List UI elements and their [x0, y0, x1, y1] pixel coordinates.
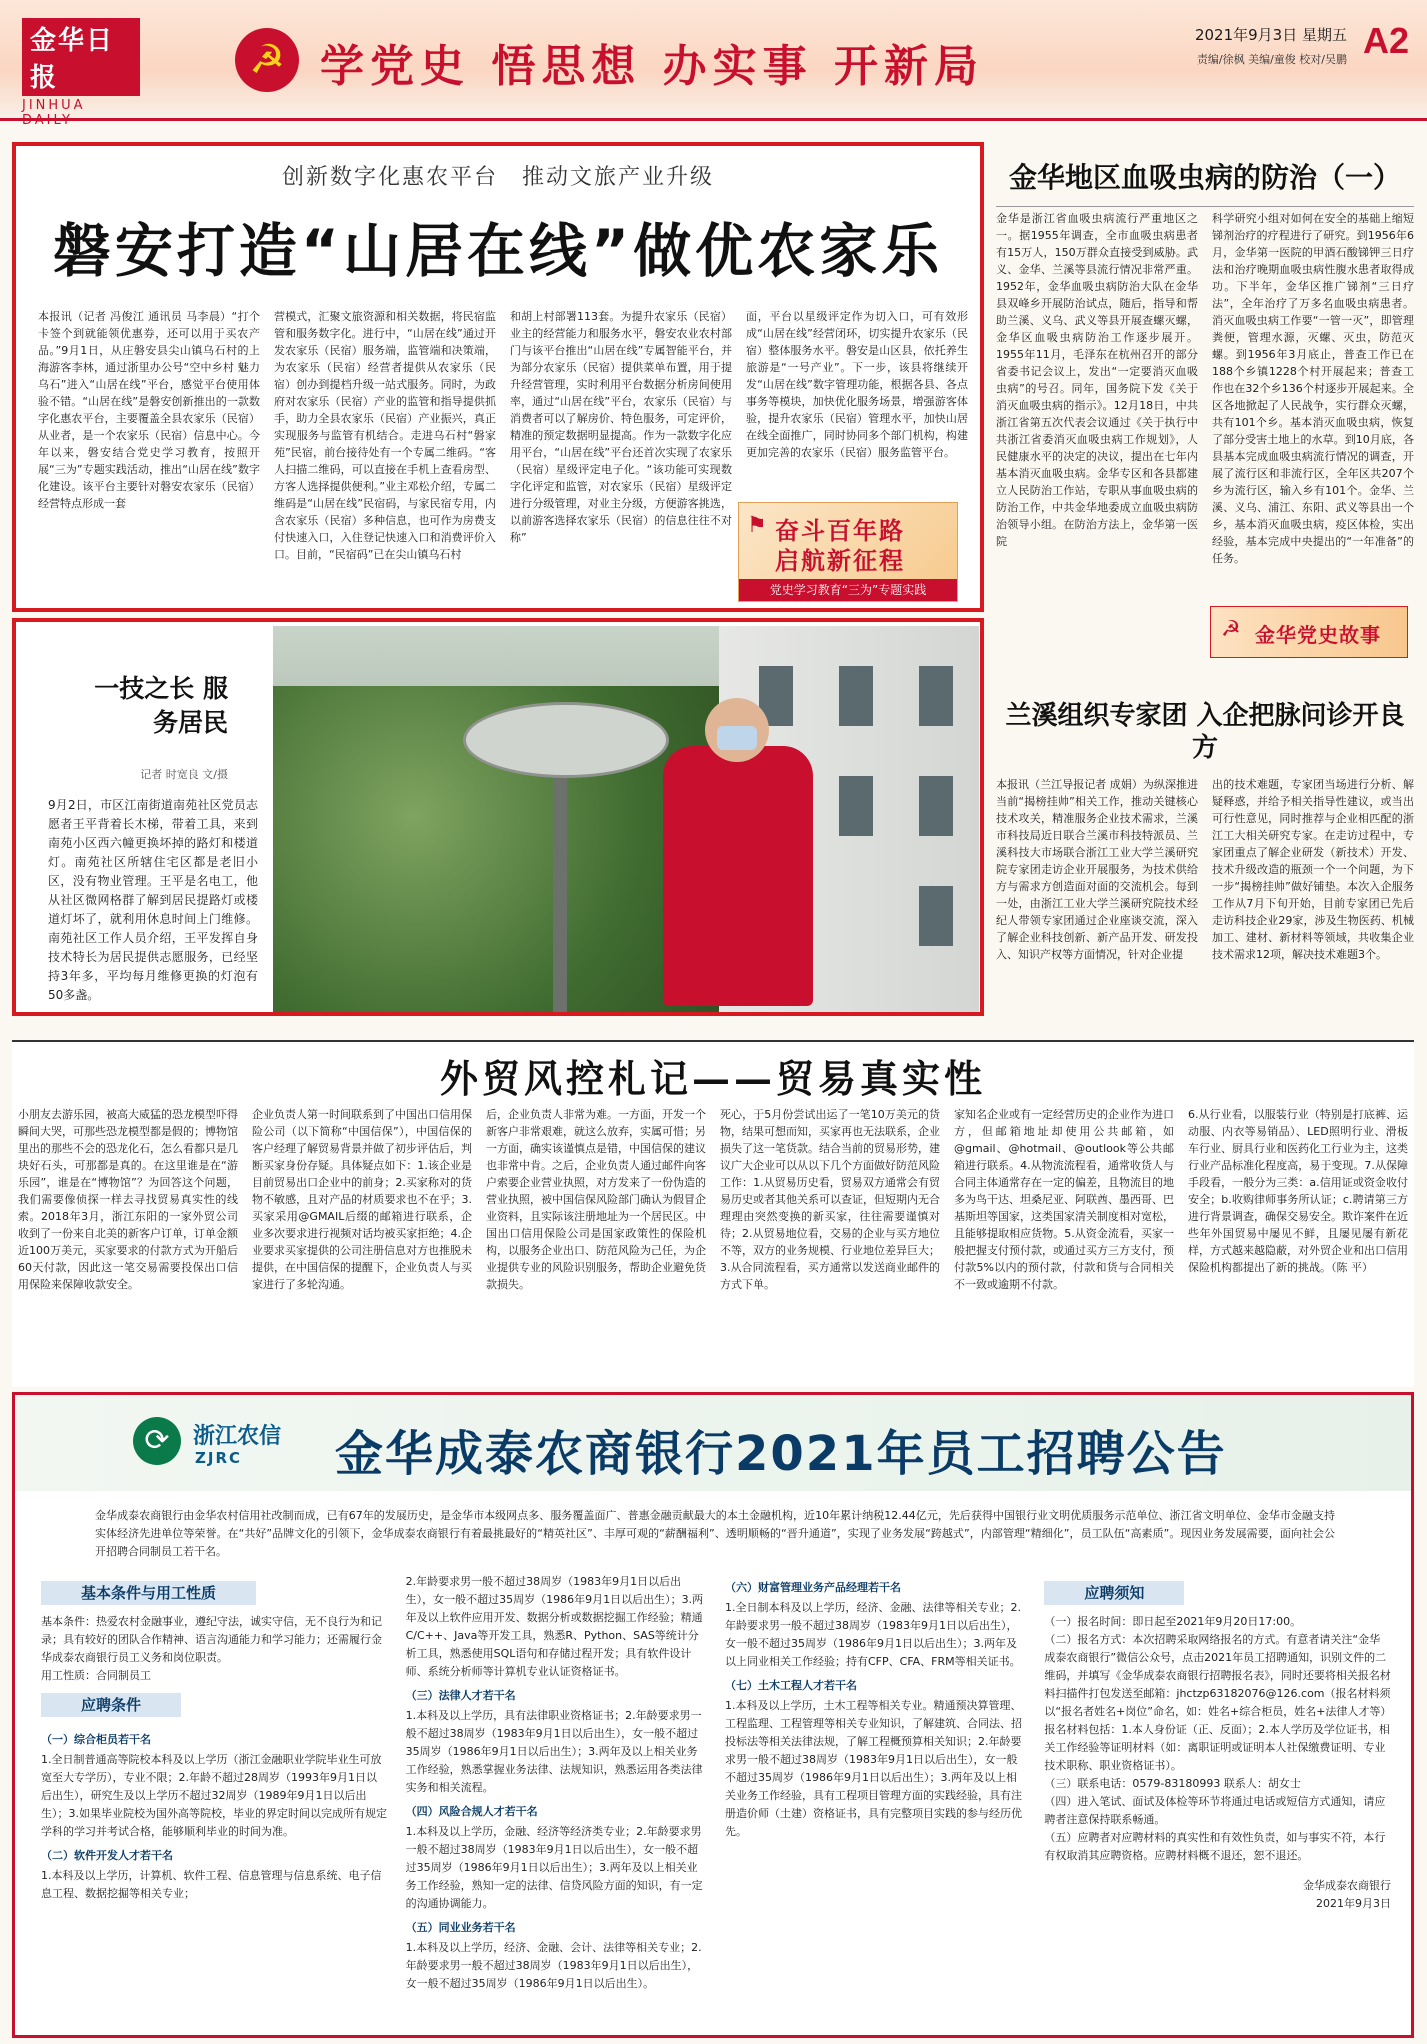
badge-line1: 奋斗百年路 — [775, 517, 905, 545]
lead-kicker: 创新数字化惠农平台 推动文旅产业升级 — [281, 165, 714, 190]
ad-paragraph: 基本条件：热爱农村金融事业，遵纪守法，诚实守信，无不良行为和记录；具有较好的团队合作精神、语言沟通能力和学习能力；还需履行金华成泰农商银行员工义务和岗位职责。 — [41, 1615, 382, 1664]
ad-paragraph: 1.本科及以上学历，经济、金融、会计、法律等相关专业；2.年龄要求男一般不超过38周岁（1983年9月1日以后出生），女一般不超过35周岁（1986年9月1日以后出生）。 — [405, 1941, 702, 1990]
lead-column: 面，平台以星级评定作为切入口，可有效形成“山居在线”经营闭环，切实提升农家乐（民宿）整体服务水平。磐安是山区县，依托养生旅游是“一号产业”。下一步，该县将继续开发“山居在线”数字管理功能，根据各县、各点事务等模块，加快优化服务场景，增强游客体验，提升农家乐（民宿）管理水平，加快山居在线全面推广，同时协同多个部门机构，构建更加完善的农家乐（民宿）服务监管平台。 — [746, 310, 968, 459]
ad-column — [725, 1573, 1026, 2031]
article-column: 后，企业负责人非常为难。一方面，开发一个新客户非常艰难，就这么放弃，实属可惜；另一方面，确实该谨慎点是错，中国信保的建议也非常中肯。之后，企业负责人通过邮件向客户索要企业营业执照，对方发来了一份伪造的营业执照，被中国信保风险部门确认为假冒企业资料，且实际该注册地址为一个居民区。中国出口信用保险公司是国家政策性的保险机构，以服务企业出口、防范风险为己任，为企业提供专业的风险识别服务，帮助企业避免货款损失。 — [486, 1108, 706, 1291]
ad-logo-cn: 浙江农信 — [193, 1424, 282, 1449]
article-column: 小朋友去游乐园，被高大威猛的恐龙模型吓得瞬间大哭，可那些恐龙模型都是假的；博物馆里出的那些不会的恐龙化石，怎么看都只是几块好石头，可那都是真的。在这里谁是在“游乐园”，谁是在“博物馆”？为回答这个问题，我们需要像侦探一样去寻找贸易真实性的线索。2018年3月，浙江东阳的一家外贸公司收到了一份来自北美的新客户订单，订单金额近100万美元，买家要求的付款方式为开船后60天付款，因此这一笔交易需要投保出口信用保险来保障收款安全。 — [18, 1108, 238, 1291]
article-column: 家知名企业或有一定经营历史的企业作为进口方，但邮箱地址却使用公共邮箱，如@gmail、@hotmail、@outlook等公共邮箱进行联系。4.从物流流程看，通常收货人与合同主体通常存在一定的偏差，且物流目的地多为鸟干达、坦桑尼亚、阿联酋、墨西哥、巴基斯坦等国家，这类国家清关制度相对宽松，且能够提取相应货物。5.从资金流看，买家一般把握支付预付款，或通过买方三方支付，预付款5%以内的预付款，付款和货与合同相关不一致或逾期不付款。 — [954, 1108, 1174, 1291]
newspaper-logo — [22, 18, 140, 128]
subsection-heading: （四）风险合规人才若干名 — [405, 1805, 538, 1818]
article-headline: 外贸风控札记——贸易真实性 — [439, 1056, 986, 1101]
article-body — [18, 1106, 1408, 1382]
article-column: 企业负责人第一时间联系到了中国出口信用保险公司（以下简称“中国信保”），中国信保的客户经理了解贸易背景并做了初步评估后，判断买家身份存疑。具体疑点如下：1.该企业是目前贸易出口企业中的前身；2.买家称对的货物不敏感，且对产品的材质要求也不在乎；3.买家采用@GMAIL后缀的邮箱进行联系，企业多次要求进行视频对话均被买家拒绝；4.企业要求买家提供的公司注册信息对方也推脱未提供，在中国信保的提醒下，企业负责人与买家进行了多轮沟通。 — [252, 1108, 472, 1291]
trade-risk-article — [12, 1040, 1414, 1387]
photo-window — [919, 886, 953, 946]
subsection-heading: （五）同业业务若干名 — [405, 1921, 516, 1934]
subsection-heading: （六）财富管理业务产品经理若干名 — [725, 1581, 901, 1594]
ad-paragraph: 2.年龄要求男一般不超过38周岁（1983年9月1日以后出生），女一般不超过35周岁（1986年9月1日以后出生）；3.两年及以上软件应用开发、数据分析或数据挖掘工作经验；精通C/C++、Java等开发工具，熟悉R、Python、SAS等统计分析工具，熟悉使用SQL语句和存储过程开发；具有软件设计师、系统分析师等计算机专业认证资格证书。 — [405, 1575, 704, 1678]
photo-window — [919, 776, 953, 836]
photo-window — [919, 666, 953, 726]
lead-story — [12, 142, 984, 612]
ad-intro: 金华成泰农商银行由金华农村信用社改制而成，已有67年的发展历史，是金华市本级网点多、服务覆盖面广、普惠金融贡献最大的本土金融机构，近10年累计纳税12.44亿元，先后获得中国银行业文明优质服务示范单位、浙江省文明单位、金华市金融支持实体经济先进单位等荣誉。在“共好”品牌文化的引领下，金华成泰农商银行有着最挑最好的“精英社区”、丰厚可观的“薪酬福利”、透明顺畅的“晋升通道”，实现了业务发展“跨越式”，内部管理“精细化”，员工队伍“高素质”。现因业务发展需要，面向社会公开招聘合同制员工若干名。 — [95, 1509, 1335, 1558]
ad-paragraph: 1.本科及以上学历，具有法律职业资格证书；2.年龄要求男一般不超过38周岁（1983年9月1日以后出生），女一般不超过35周岁（1986年9月1日以后出生）；3.两年及以上相关业务工作经验，熟悉掌握业务法律、法规知识，熟悉运用各类法律实务和相关流程。 — [405, 1709, 703, 1794]
photo-caption: 9月2日，市区江南街道南苑社区党员志愿者王平背着长木梯，带着工具，来到南苑小区西六幢更换坏掉的路灯和楼道灯。南苑社区所辖住宅区都是老旧小区，没有物业管理。王平是名电工，他从社区微网格群了解到居民提路灯或楼道灯坏了，就利用休息时间上门维修。南苑社区工作人员介绍，王平发挥自身技术特长为居民提供志愿服务，已经坚持3年多，平均每月维修更换的灯泡有50多盏。 — [48, 798, 258, 1002]
subsection-heading: （七）土木工程人才若干名 — [725, 1679, 857, 1692]
campaign-badge — [738, 502, 958, 602]
zjrc-logo-icon: ⟳ — [133, 1417, 181, 1465]
section-heading: 应聘须知 — [1044, 1581, 1184, 1605]
article-headline: 兰溪组织专家团 入企把脉问诊开良方 — [1005, 701, 1405, 763]
photo-headline: 一技之长 服务居民 — [94, 674, 228, 737]
article-body — [996, 776, 1414, 1014]
ad-paragraph: 1.全日制本科及以上学历，经济、金融、法律等相关专业；2.年龄要求男一般不超过38周岁（1983年9月1日以后出生），女一般不超过35周岁（1986年9月1日以后出生）；3.两年及以上同业相关工作经验；持有CFP、CFA、FRM等相关证书。 — [725, 1601, 1021, 1668]
subsection-heading: （二）软件开发人才若干名 — [41, 1849, 173, 1862]
article-headline: 金华地区血吸虫病的防治（一） — [996, 142, 1414, 207]
article-column: 金华是浙江省血吸虫病流行严重地区之一。据1955年调查，全市血吸虫病患者有15万人，150万群众直接受到威胁。武义、金华、兰溪等县流行情况非常严重。1952年，金华血吸虫病防治大队在金华县双峰乡开展防治试点，随后，指导和帮助兰溪、义乌、武义等县开展查螺灭螺，金华区血吸虫病防治工作逐步展开。1955年11月，毛泽东在杭州召开的部分省委书记会议上，发出“一定要消灭血吸虫病”的号召。同年，国务院下发《关于消灭血吸虫病的指示》。12月18日，中共浙江省第五次代表会议通过《关于执行中共浙江省委消灭血吸虫病工作规划》，人民健康水平的决定的决议，提出在七年内基本消灭血吸虫病。金华专区和各县都建立人民防治工作站，专职从事血吸虫病的防治工作，中共金华地委成立血吸虫病防治领导小组。在防治方法上，金华第一医院 — [996, 212, 1198, 548]
ad-paragraph: 1.全日制普通高等院校本科及以上学历（浙江金融职业学院毕业生可放宽至大专学历），专业不限；2.年龄不超过28周岁（1993年9月1日以后出生），研究生及以上学历不超过32周岁（1989年9月1日以后出生）；3.如果毕业院校为国外高等院校，毕业的界定时间以完成所有规定学科的学习并考试合格，能够顺利毕业的时间为准。 — [41, 1753, 387, 1838]
ad-paragraph: 1.本科及以上学历，金融、经济等经济类专业；2.年龄要求男一般不超过38周岁（1983年9月1日以后出生），女一般不超过35周岁（1986年9月1日以后出生）；3.两年及以上相关业务工作经验，熟知一定的法律、信贷风险方面的知识，有一定的沟通协调能力。 — [405, 1825, 703, 1910]
ad-paragraph: （五）应聘者对应聘材料的真实性和有效性负责，如与事实不符，本行有权取消其应聘资格。应聘材料概不退还，恕不退还。 — [1044, 1831, 1386, 1862]
recruitment-ad — [12, 1392, 1414, 2038]
party-flag-icon: ⚑ — [747, 513, 767, 538]
contact-info: （三）联系电话：0579-83180993 联系人：胡女士 — [1044, 1777, 1301, 1790]
section-heading: 应聘条件 — [41, 1693, 181, 1717]
lead-column: 营模式，汇聚文旅资源和相关数据，将民宿监管和服务数字化。进行中，“山居在线”通过开发农家乐（民宿）服务端，监管端和决策端，为农家乐（民宿）经营者提供从农家乐（民宿）创办到提档升级一站式服务。同时，为政府对农家乐（民宿）产业的监管和指导提供抓手，助力全县农家乐（民宿）产业振兴，真正实现服务与监管有机结合。走进乌石村“磐家苑”民宿，前台接待处有一个专属二维码。“客人扫描二维码，可以直接在手机上查看房型、方客人选择提供便利。”业主邓松介绍，专属二维码是“山居在线”民宿码，与家民宿专用，内含农家乐（民宿）多种信息，也可作为房费支付快速入口，入住登记快速入口和消费评价入口。目前，“民宿码”已在尖山镇乌石村 — [274, 310, 496, 561]
masthead — [0, 0, 1427, 128]
badge-line2: 启航新征程 — [775, 547, 905, 575]
photo-volunteer — [663, 746, 813, 1006]
article-body — [996, 210, 1414, 610]
section-heading: 基本条件与用工性质 — [41, 1581, 256, 1605]
ad-paragraph: 报名材料包括：1.本人身份证（正、反面）；2.本人学历及学位证书，相关工作经验等证明材料（如：离职证明或证明本人社保缴费证明、专业技术职称、职业资格证书）。 — [1044, 1723, 1390, 1772]
lead-column: 本报讯（记者 冯俊江 通讯员 马李晨）“打个卡签个到就能领优惠券，还可以用于买农产品。”9月1日，从庄磐安县尖山镇乌石村的上海游客李林，通过浙里办公号“空中乡村 魅力乌石”进入“山居在线”平台，感觉平台使用体验不错。“山居在线”是磐安创新推出的一款数字化惠农平台，主要覆盖全县农家乐（民宿）从业者，是一个农家乐（民宿）信息中心。今年以来，磐安结合党史学习教育，按照开展“三为”专题实践活动，推出“山居在线”数字化建设。该平台主要针对磐安农家乐（民宿）经营特点形成一套 — [38, 310, 260, 510]
photo-window — [839, 776, 873, 836]
ad-paragraph: （一）报名时间：即日起至2021年9月20日17:00。 — [1044, 1615, 1302, 1628]
issue-info — [1195, 24, 1347, 67]
ad-paragraph: 用工性质：合同制员工 — [41, 1669, 151, 1682]
party-emblem-icon: ☭ — [1221, 617, 1241, 642]
ad-column — [406, 1573, 707, 2031]
ad-title: 金华成泰农商银行2021年员工招聘公告 — [335, 1426, 1227, 1482]
photo-window — [839, 666, 873, 726]
article-column: 死心，于5月份尝试出运了一笔10万美元的货物，结果可想而知，买家再也无法联系，企业损失了这一笔货款。结合当前的贸易形势，建议广大企业可以从以下几个方面做好防范风险工作：1.从贸易历史看，贸易双方通常会有贸易历史或者其他关系可以查证，但短期内无合理理由突然变换的新买家，往往需要谨慎对待；2.从贸易地位看，交易的企业与买方地位不等，双方的业务规模、行业地位差异巨大；3.从合同流程看，买方通常以发送商业邮件的方式下单。 — [720, 1108, 940, 1291]
ad-paragraph: 1.本科及以上学历，计算机、软件工程、信息管理与信息系统、电子信息工程、数据挖掘等相关专业； — [41, 1869, 382, 1900]
news-photo — [273, 626, 979, 1012]
staff-credits: 责编/徐枫 美编/童俊 校对/吴鹏 — [1196, 53, 1347, 66]
signature-org: 金华成泰农商银行 — [1303, 1879, 1391, 1892]
article-column: 科学研究小组对如何在安全的基础上缩短锑剂治疗的疗程进行了研究。到1956年6月，金华第一医院的甲酒石酸锑钾三日疗法和治疗晚期血吸虫病性腹水患者取得成功。下半年，金华区推广锑剂“三日疗法”，全年治疗了万多名血吸虫病患者。消灭血吸虫病工作要“一管一灭”，即管理粪便，管理水源，灭螺、灭虫，防范灭螺。到1956年3月底止，普查工作已在188个乡镇1228个村开展起来；普查工作也在32个乡136个村逐步开展起来。全区各地掀起了人民战争，实行群众灭螺，共有101个乡。基本消灭血吸虫病，恢复了部分受害土地上的水草。到10月底，各县基本完成血吸虫病流行情况的调查，开展了流行区和非流行区，全年区共207个乡为流行区，输入乡有101个。金华、兰溪、义乌、浦江、东阳、武义等县出一个乡，基本消灭血吸虫病，疫区体检，实出经验，基本完成中央提出的“一年准备”的任务。 — [1212, 212, 1414, 565]
photo-lamp-pole — [553, 772, 567, 1012]
article-column: 本报讯（兰江导报记者 成娟）为纵深推进当前“揭榜挂帅”相关工作，推动关键核心技术攻关，精准服务企业技术需求，兰溪市科技局近日联合兰溪市科技特派员、兰溪科技大市场联合浙江工业大学兰溪研究院专家团走访企业开展服务，为技术供给方与需求方创造面对面的交流机会。每到一处，由浙江工业大学兰溪研究院技术经纪人带领专家团通过企业座谈交流，深入了解企业科技创新、新产品开发、研发投入、知识产权等方面情况，针对企业提 — [996, 778, 1198, 961]
ad-column — [1044, 1573, 1391, 2031]
logo-en: JINHUA DAILY — [22, 98, 86, 128]
ad-paragraph: （二）报名方式：本次招聘采取网络报名的方式。有意者请关注“金华成泰农商银行”微信公众号，点击2021年员工招聘通知，识别文件的二维码，并填写《金华成泰农商银行招聘报名表》，同时还要将相关报名材料扫描件打包发送至邮箱：jhctzp63182076@126.com（报名材料须以“报名者姓名+岗位”命名，如：姓名+综合柜员，姓名+法律人才等） — [1044, 1633, 1391, 1718]
ad-header — [15, 1395, 1411, 1491]
photo-story — [12, 618, 984, 1016]
schistosomiasis-article — [996, 142, 1414, 612]
ad-signature — [1044, 1877, 1391, 1913]
ad-body — [41, 1573, 1391, 2031]
photo-mask — [717, 726, 757, 750]
article-column: 6.从行业看，以服装行业（特别是打底裤、运动服、内衣等易销品）、LED照明行业、滑板车行业、厨具行业和医药化工行业为主，这类行业产品标准化程度高，易于变现。7.从保障手段看，一般分为三类：a.信用证或资金收付安全；b.收购律师事务所认证；c.聘请第三方进行背景调查，确保交易安全。欺诈案件在近些年外国贸易中屡见不鲜，且屡见屡有新花样，方式越来越隐蔽，对外贸企业和出口信用保险机构都提出了新的挑战。（陈 平） — [1188, 1108, 1408, 1274]
badge-text: 金华党史故事 — [1255, 623, 1381, 647]
lead-headline: 磐安打造“山居在线”做优农家乐 — [52, 217, 944, 285]
ad-column — [41, 1573, 388, 2031]
photo-lamp-head — [463, 702, 669, 778]
party-emblem-icon: ☭ — [235, 28, 299, 92]
issue-date: 2021年9月3日 星期五 — [1194, 26, 1347, 44]
lanxi-article — [996, 618, 1414, 1016]
ad-paragraph: 1.本科及以上学历，土木工程等相关专业。精通预决算管理、工程监理、工程管理等相关专业知识，了解建筑、合同法、招投标法等相关法律法规，了解工程概预算相关知识；2.年龄要求男一般不超过38周岁（1983年9月1日以后出生），女一般不超过35周岁（1986年9月1日以后出生）；3.两年及以上相关业务工作经验，具有工程项目管理方面的实践经验，具有注册造价师（土建）资格证书，具有完整项目实践的参与经历优先。 — [725, 1699, 1022, 1838]
subsection-heading: （三）法律人才若干名 — [405, 1689, 516, 1702]
signature-date: 2021年9月3日 — [1316, 1897, 1391, 1910]
lead-column: 和胡上村部署113套。为提升农家乐（民宿）业主的经营能力和服务水平，磐安农业农村部门与该平台推出“山居在线”专属智能平台，并为部分农家乐（民宿）提供菜单布置，用于提升经营管理，实时利用平台数据分析房间使用率，通过“山居在线”平台，农家乐（民宿）与消费者可以了解房价、特色服务，可定评价，精准的预定数据明显提高。作为一款数字化应用平台，“山居在线”平台还首次实现了农家乐（民宿）星级评定电子化。“该功能可实现数字化评定和监管，对农家乐（民宿）星级评定进行分级管理，对业主分级，方便游客挑选，以前游客选择农家乐（民宿）的信息往往不对称” — [510, 310, 732, 544]
ad-paragraph: （四）进入笔试、面试及体检等环节将通过电话或短信方式通知，请应聘者注意保持联系畅通。 — [1044, 1795, 1386, 1826]
page-slogan: 学党史 悟思想 办实事 开新局 — [320, 41, 984, 92]
ad-logo-en: ZJRC — [195, 1449, 243, 1467]
page-number: A2 — [1362, 20, 1409, 61]
logo-cn: 金华日报 — [22, 18, 140, 96]
badge-strip: 党史学习教育“三为”专题实践 — [739, 579, 957, 601]
article-column: 出的技术难题，专家团当场进行分析、解疑释惑，并给予相关指导性建议，或当出可行性意见，同时推荐与企业相匹配的浙江工大相关研究专家。在走访过程中，专家团重点了解企业研发（新技术）开发、技术升级改造的瓶颈一个一个问题，为下一步“揭榜挂帅”做好铺垫。本次入企服务工作从7月下旬开始，目前专家团已先后走访科技企业29家，涉及生物医药、机械加工、建材、新材料等领域，共收集企业技术需求12项，解决技术难题3个。 — [1212, 778, 1414, 961]
photo-credit: 记者 时宽良 文/摄 — [140, 768, 228, 781]
subsection-heading: （一）综合柜员若干名 — [41, 1733, 151, 1746]
